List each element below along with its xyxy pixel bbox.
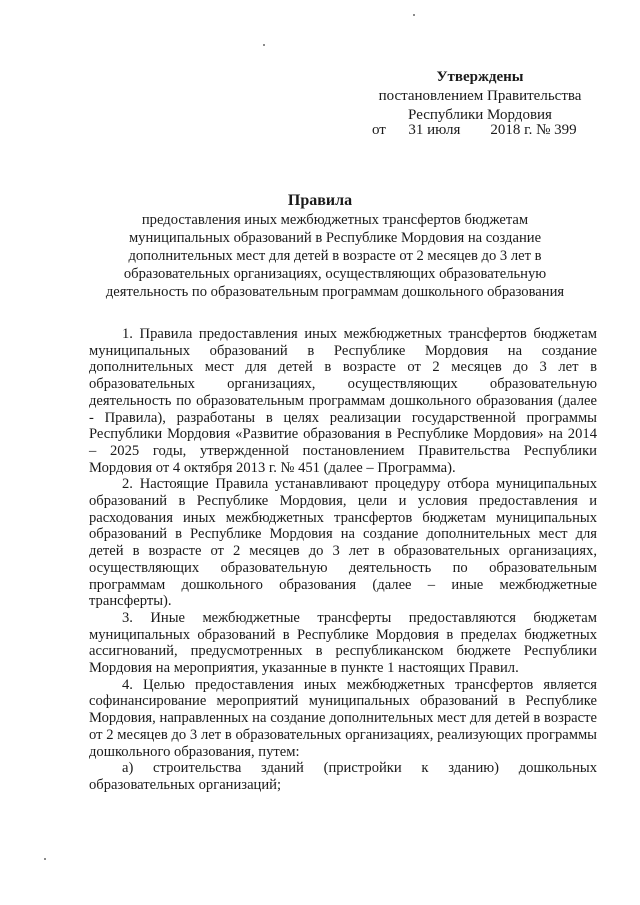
paragraph: 4. Целью предоставления иных межбюджетных трансфертов является софинансирование мероприятий муниципальных образований в Республике Мордовия, направленных на создание дополнительных мест для детей в возрасте от 2 месяцев до 3 лет в образовательных организациях, реализующих программы дошкольного образования, путем: <box>89 676 597 760</box>
paragraph: 1. Правила предоставления иных межбюджетных трансфертов бюджетам муниципальных образований в Республике Мордовия на создание дополнительных мест для детей в возрасте от 2 месяцев до 3 лет в образовательных организациях, осуществляющих образовательную деятельность по образовательным программам дошкольного образования (далее - Правила), разработаны в целях реализации государственной программы Республики Мордовия «Развитие образования в Республике Мордовия» на 2014 – 2025 годы, утвержденной постановлением Правительства Республики Мордовия от 4 октября 2013 г. № 451 (далее – Программа). <box>89 326 597 476</box>
document-subtitle: предоставления иных межбюджетных трансфертов бюджетам муниципальных образований в Республике Мордовия на создание дополнительных мест для детей в возрасте от 2 месяцев до 3 лет в образовательных организациях, осуществляющих образовательную деятельность по образовательным программам дошкольного образования <box>105 212 565 300</box>
paragraph: 2. Настоящие Правила устанавливают процедуру отбора муниципальных образований в Республике Мордовия, цели и условия предоставления и расходования иных межбюджетных трансфертов бюджетам муниципальных образований в Республике Мордовия на создание дополнительных мест для детей в возрасте от 2 месяцев до 3 лет в образовательных организациях, осуществляющих образовательную деятельность по образовательным программам дошкольного образования (далее – иные межбюджетные трансферты). <box>89 476 597 610</box>
scan-speck <box>263 44 265 46</box>
approval-heading: Утверждены <box>436 69 524 85</box>
document-body <box>89 326 597 794</box>
approval-block <box>355 68 605 125</box>
paragraph: 3. Иные межбюджетные трансферты предоставляются бюджетам муниципальных образований в Республике Мордовия в пределах бюджетных ассигнований, предусмотренных в республиканском бюджете Республики Мордовия на мероприятия, указанные в пункте 1 настоящих Правил. <box>89 609 597 677</box>
approval-date: от 31 июля 2018 г. № 399 <box>372 122 577 138</box>
approval-line: Республики Мордовия <box>408 107 552 123</box>
approval-line: постановлением Правительства <box>378 88 582 104</box>
scan-speck <box>44 858 46 860</box>
scan-speck <box>413 14 415 16</box>
paragraph: а) строительства зданий (пристройки к зданию) дошкольных образовательных организаций; <box>89 760 597 793</box>
document-title: Правила <box>287 192 353 209</box>
